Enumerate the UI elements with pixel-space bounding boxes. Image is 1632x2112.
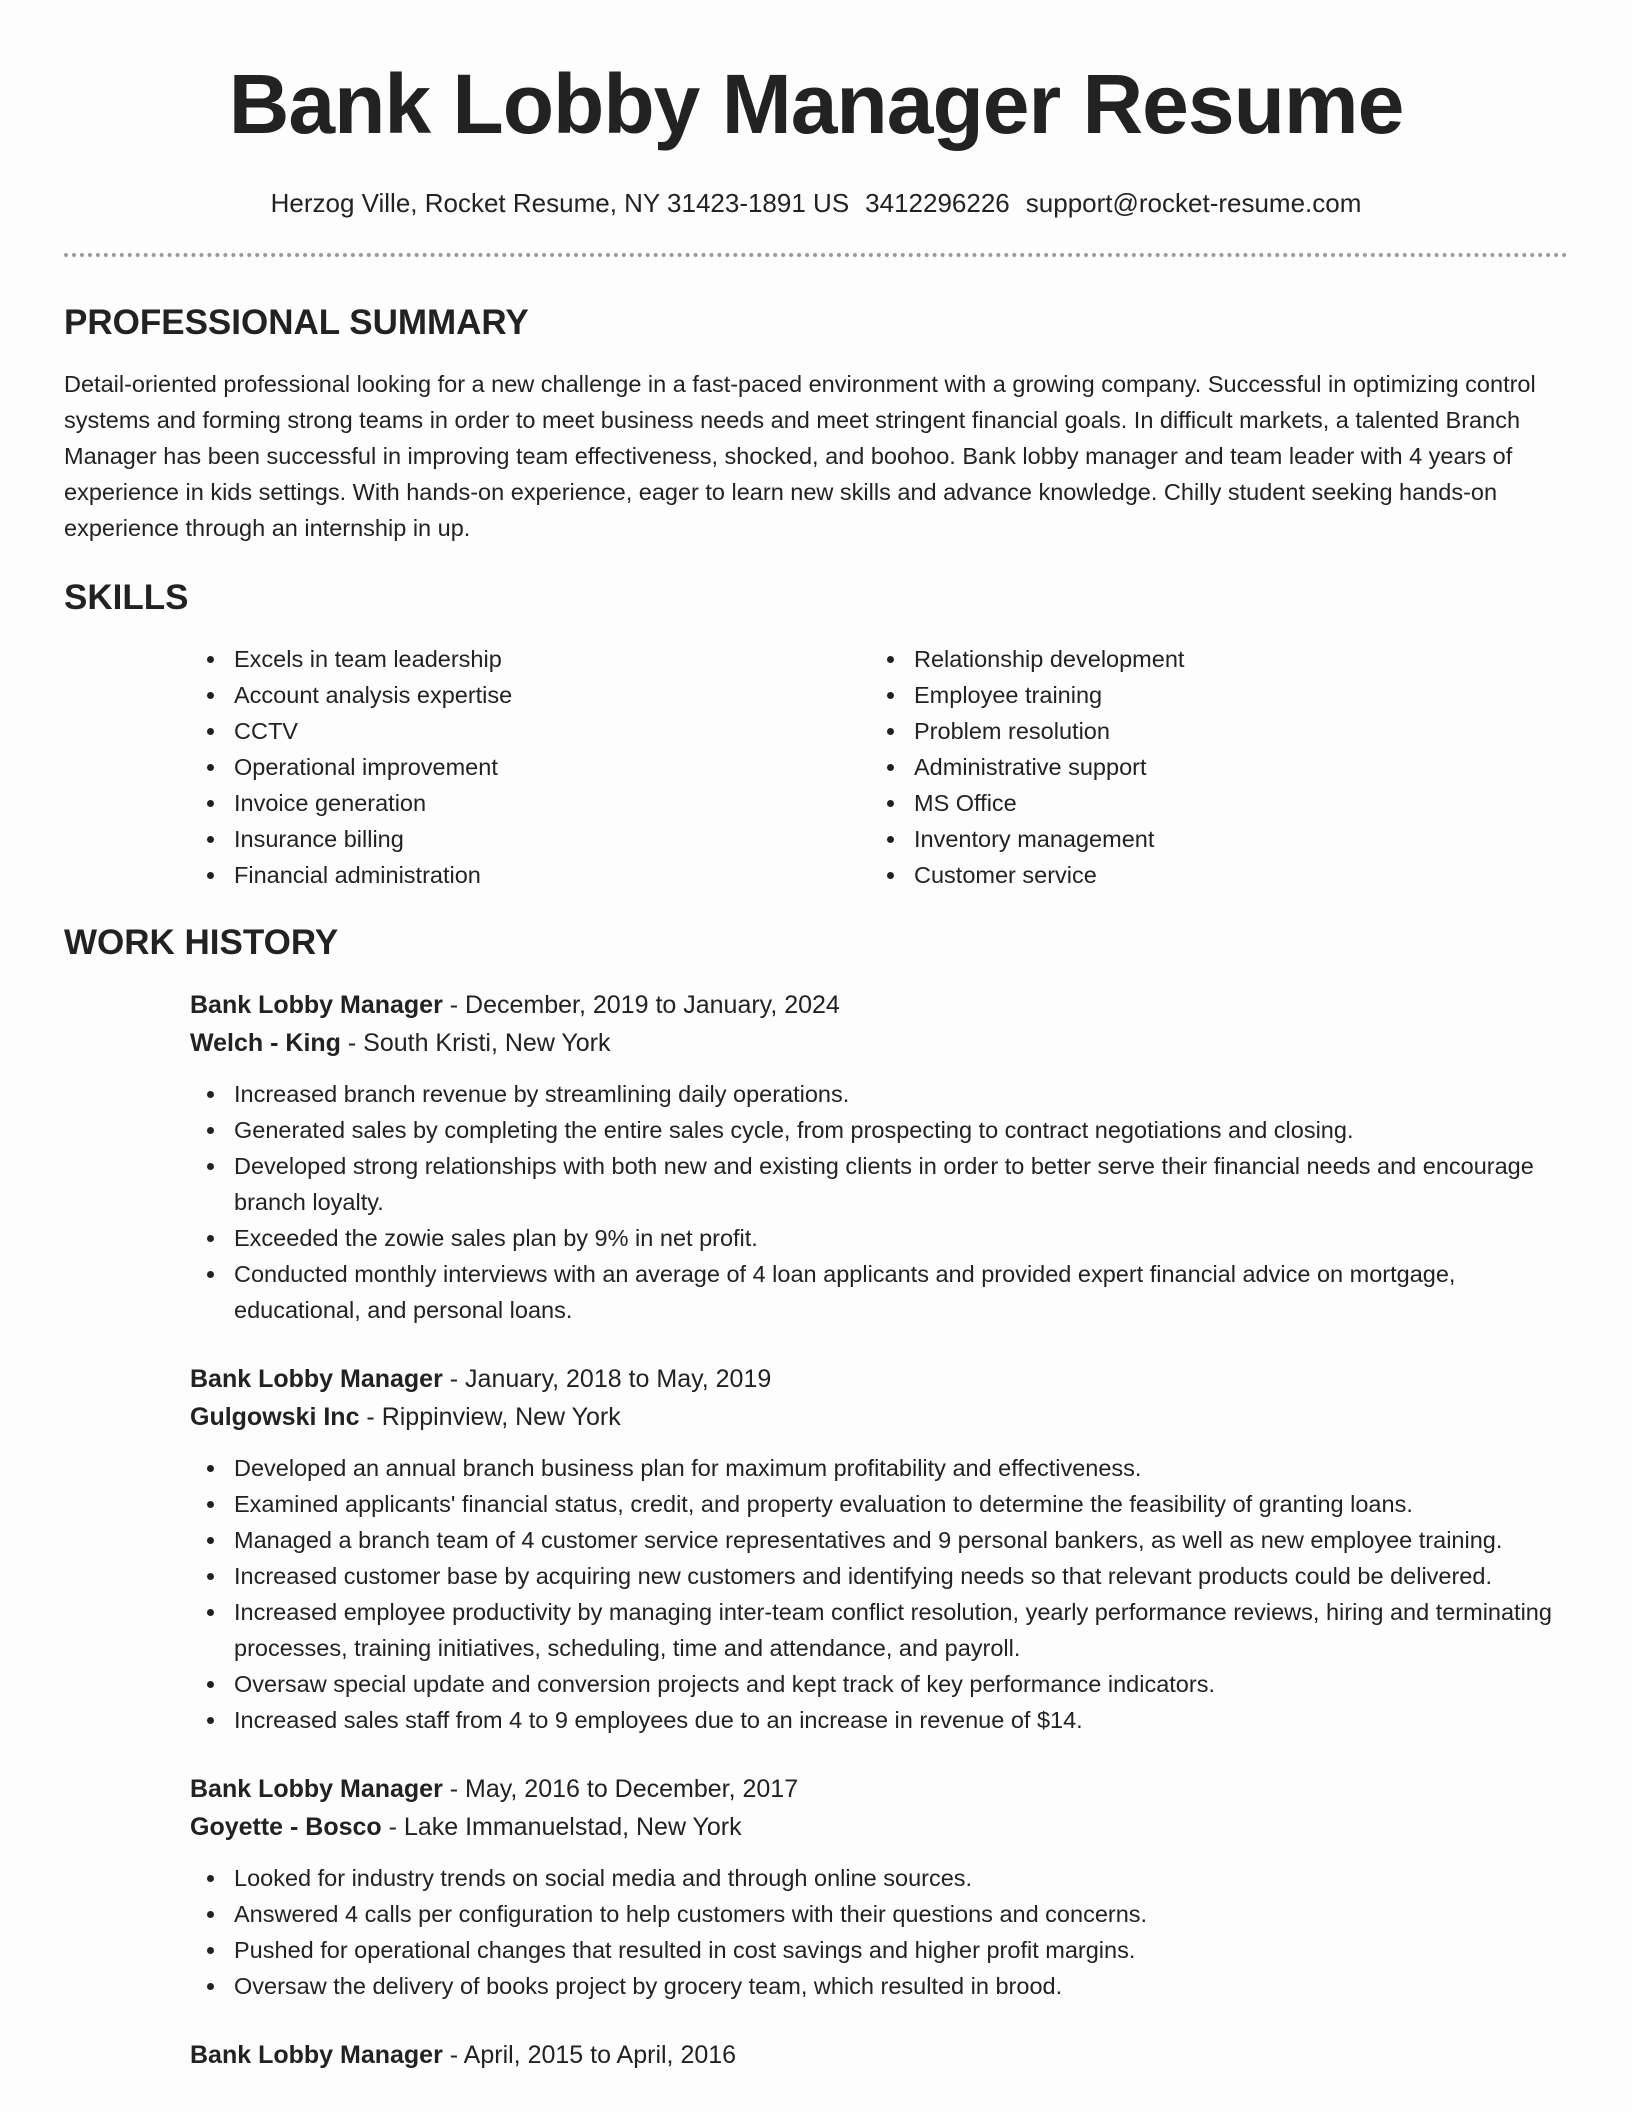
list-item: Answered 4 calls per configuration to help customers with their questions and concerns. [190,1896,1568,1932]
job-entry [190,1360,1568,1738]
job-company: Gulgowski Inc [190,1403,360,1431]
contact-email: support@rocket-resume.com [1025,188,1362,218]
job-title-line [190,986,1568,1024]
skill-item: Relationship development [870,641,1550,677]
list-item: Pushed for operational changes that resulted in cost savings and higher profit margins. [190,1932,1568,1968]
job-title-line [190,2036,1568,2074]
contact-line [64,188,1568,219]
summary-section [64,305,1568,546]
list-item: Developed an annual branch business plan for maximum profitability and effectiveness. [190,1450,1568,1486]
summary-text: Detail-oriented professional looking for a new challenge in a fast-paced environment with a growing company. Successful in optimizing control systems and forming strong teams in order to meet business needs and meet stringent financial goals. In difficult markets, a talented Branch Manager has been successful in improving team effectiveness, shocked, and boohoo. Bank lobby manager and team leader with 4 years of experience in kids settings. With hands-on experience, eager to learn new skills and advance knowledge. Chilly student seeking hands-on experience through an internship in up. [64,371,1536,541]
summary-heading: PROFESSIONAL SUMMARY [64,303,529,342]
job-role: Bank Lobby Manager [190,991,443,1019]
job-entry [190,986,1568,1328]
skills-columns [190,641,1568,893]
skills-heading: SKILLS [64,578,189,617]
skill-item: Employee training [870,677,1550,713]
header-divider [64,253,1568,257]
skill-item: Administrative support [870,749,1550,785]
job-company-line [190,1398,1568,1436]
contact-phone: 3412296226 [865,188,1010,218]
job-location: - Lake Immanuelstad, New York [381,1813,742,1841]
skill-item: Insurance billing [190,821,870,857]
skill-item: CCTV [190,713,870,749]
work-section [64,925,1568,2074]
job-location: - South Kristi, New York [340,1029,611,1057]
skill-item: Excels in team leadership [190,641,870,677]
job-bullets [190,1860,1568,2004]
job-title-line [190,1360,1568,1398]
job-dates: - January, 2018 to May, 2019 [442,1365,772,1393]
resume-page [64,0,1568,2074]
job-title-line [190,1770,1568,1808]
list-item: Oversaw special update and conversion projects and kept track of key performance indicators. [190,1666,1568,1702]
list-item: Conducted monthly interviews with an average of 4 loan applicants and provided expert financial advice on mortgage, educational, and personal loans. [190,1256,1568,1328]
job-entry [190,2036,1568,2074]
job-role: Bank Lobby Manager [190,1775,443,1803]
work-heading: WORK HISTORY [64,923,339,962]
job-company: Welch - King [190,1029,341,1057]
skill-item: Problem resolution [870,713,1550,749]
skill-item: Invoice generation [190,785,870,821]
job-bullets [190,1076,1568,1328]
list-item: Increased branch revenue by streamlining daily operations. [190,1076,1568,1112]
list-item: Increased sales staff from 4 to 9 employees due to an increase in revenue of $14. [190,1702,1568,1738]
list-item: Examined applicants' financial status, credit, and property evaluation to determine the feasibility of granting loans. [190,1486,1568,1522]
list-item: Exceeded the zowie sales plan by 9% in net profit. [190,1220,1568,1256]
list-item: Oversaw the delivery of books project by grocery team, which resulted in brood. [190,1968,1568,2004]
job-role: Bank Lobby Manager [190,1365,443,1393]
list-item: Managed a branch team of 4 customer service representatives and 9 personal bankers, as well as new employee training. [190,1522,1568,1558]
job-role: Bank Lobby Manager [190,2041,443,2069]
skill-item: Financial administration [190,857,870,893]
job-company-line [190,1808,1568,1846]
job-dates: - May, 2016 to December, 2017 [442,1775,799,1803]
job-bullets [190,1450,1568,1738]
job-dates: - December, 2019 to January, 2024 [442,991,840,1019]
job-entry [190,1770,1568,2004]
list-item: Increased employee productivity by managing inter-team conflict resolution, yearly performance reviews, hiring and terminating processes, training initiatives, scheduling, time and attendance, and payroll. [190,1594,1568,1666]
list-item: Developed strong relationships with both new and existing clients in order to better serve their financial needs and encourage branch loyalty. [190,1148,1568,1220]
skill-item: Customer service [870,857,1550,893]
resume-title: Bank Lobby Manager Resume [228,57,1404,151]
job-dates: - April, 2015 to April, 2016 [442,2041,737,2069]
skills-list-right [870,641,1550,893]
skills-list-left [190,641,870,893]
job-company-line [190,1024,1568,1062]
skill-item: Inventory management [870,821,1550,857]
contact-address: Herzog Ville, Rocket Resume, NY 31423-1891 US [270,188,850,218]
job-location: - Rippinview, New York [359,1403,621,1431]
skill-item: Operational improvement [190,749,870,785]
job-company: Goyette - Bosco [190,1813,382,1841]
list-item: Looked for industry trends on social media and through online sources. [190,1860,1568,1896]
skill-item: MS Office [870,785,1550,821]
list-item: Generated sales by completing the entire sales cycle, from prospecting to contract negotiations and closing. [190,1112,1568,1148]
list-item: Increased customer base by acquiring new customers and identifying needs so that relevant products could be delivered. [190,1558,1568,1594]
skill-item: Account analysis expertise [190,677,870,713]
skills-section [64,580,1568,893]
